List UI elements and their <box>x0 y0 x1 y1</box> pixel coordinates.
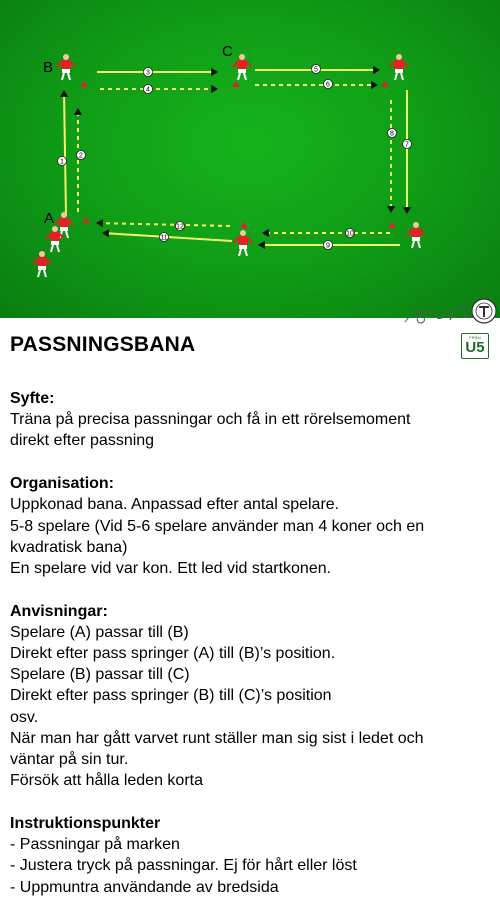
arrow-number: 11 <box>160 234 168 242</box>
arrow-run <box>262 229 390 237</box>
arrow-number: 6 <box>326 81 330 89</box>
player <box>33 251 51 277</box>
player <box>234 230 252 256</box>
drill-diagram <box>0 0 500 318</box>
point-label: A <box>44 210 55 227</box>
arrow-pass <box>60 90 68 216</box>
cone <box>82 217 90 223</box>
page-title: PASSNINGSBANA <box>10 333 196 356</box>
cone <box>240 222 248 228</box>
cone <box>388 222 396 228</box>
arrow-run <box>255 81 378 89</box>
arrow-number: 5 <box>314 66 318 74</box>
arrow-number: 12 <box>176 223 184 231</box>
player <box>407 222 425 248</box>
cone <box>381 81 389 87</box>
drill-diagram-drawing <box>0 0 500 318</box>
player <box>233 54 251 80</box>
syfte-line: Träna på precisa passningar och få in ett rörelsemoment <box>10 411 411 429</box>
signature-logo <box>402 294 497 330</box>
age-badge <box>461 333 489 359</box>
anvisningar-line: osv. <box>10 708 39 726</box>
point-label: B <box>43 59 54 76</box>
age-badge-from: FRÅN <box>469 335 481 340</box>
cone <box>80 81 88 87</box>
anvisningar-line: Direkt efter pass springer (A) till (B)’s position. <box>10 645 336 663</box>
arrow-pass <box>403 90 411 214</box>
heading-organisation: Organisation: <box>10 475 115 493</box>
syfte-line: direkt efter passning <box>10 432 155 450</box>
heading-syfte: Syfte: <box>10 390 55 407</box>
arrow-run <box>96 219 230 227</box>
anvisningar-line: När man har gått varvet runt ställer man sig sist i ledet och <box>10 729 424 747</box>
instruktion-line: - Uppmuntra användande av bredsida <box>10 878 279 896</box>
player <box>57 54 75 80</box>
arrow-number: 8 <box>390 130 394 138</box>
arrow-number: 9 <box>326 242 330 250</box>
arrow-run <box>100 85 218 93</box>
arrow-number: 1 <box>60 158 64 166</box>
anvisningar-line: väntar på sin tur. <box>10 751 129 769</box>
organisation-line: En spelare vid var kon. Ett led vid startkonen. <box>10 559 332 577</box>
player <box>390 54 408 80</box>
arrow-number: 2 <box>79 152 83 160</box>
arrow-number: 10 <box>346 230 354 238</box>
age-badge-level: U5 <box>465 339 485 356</box>
cone <box>232 81 240 87</box>
organisation-line: kvadratisk bana) <box>10 538 128 556</box>
heading-anvisningar: Anvisningar: <box>10 602 108 620</box>
point-label: C <box>222 43 233 60</box>
instruktion-line: - Justera tryck på passningar. Ej för hårt eller löst <box>10 857 357 875</box>
anvisningar-line: Spelare (A) passar till (B) <box>10 623 189 641</box>
arrow-number: 3 <box>146 69 150 77</box>
anvisningar-line: Spelare (B) passar till (C) <box>10 666 190 684</box>
arrow-number: 4 <box>146 86 150 94</box>
organisation-line: Uppkonad bana. Anpassad efter antal spelare. <box>10 496 340 514</box>
arrow-pass <box>97 68 218 76</box>
anvisningar-line: Direkt efter pass springer (B) till (C)’s position <box>10 687 332 705</box>
organisation-line: 5-8 spelare (Vid 5-6 spelare använder man 4 koner och en <box>10 517 425 535</box>
anvisningar-line: Försök att hålla leden korta <box>10 772 203 790</box>
arrow-run <box>74 108 82 212</box>
arrow-number: 7 <box>405 141 409 149</box>
arrow-run <box>387 100 395 213</box>
heading-instruktionspunkter: Instruktionspunkter <box>10 814 161 832</box>
instruktion-line: - Passningar på marken <box>10 836 180 854</box>
description <box>10 388 494 898</box>
